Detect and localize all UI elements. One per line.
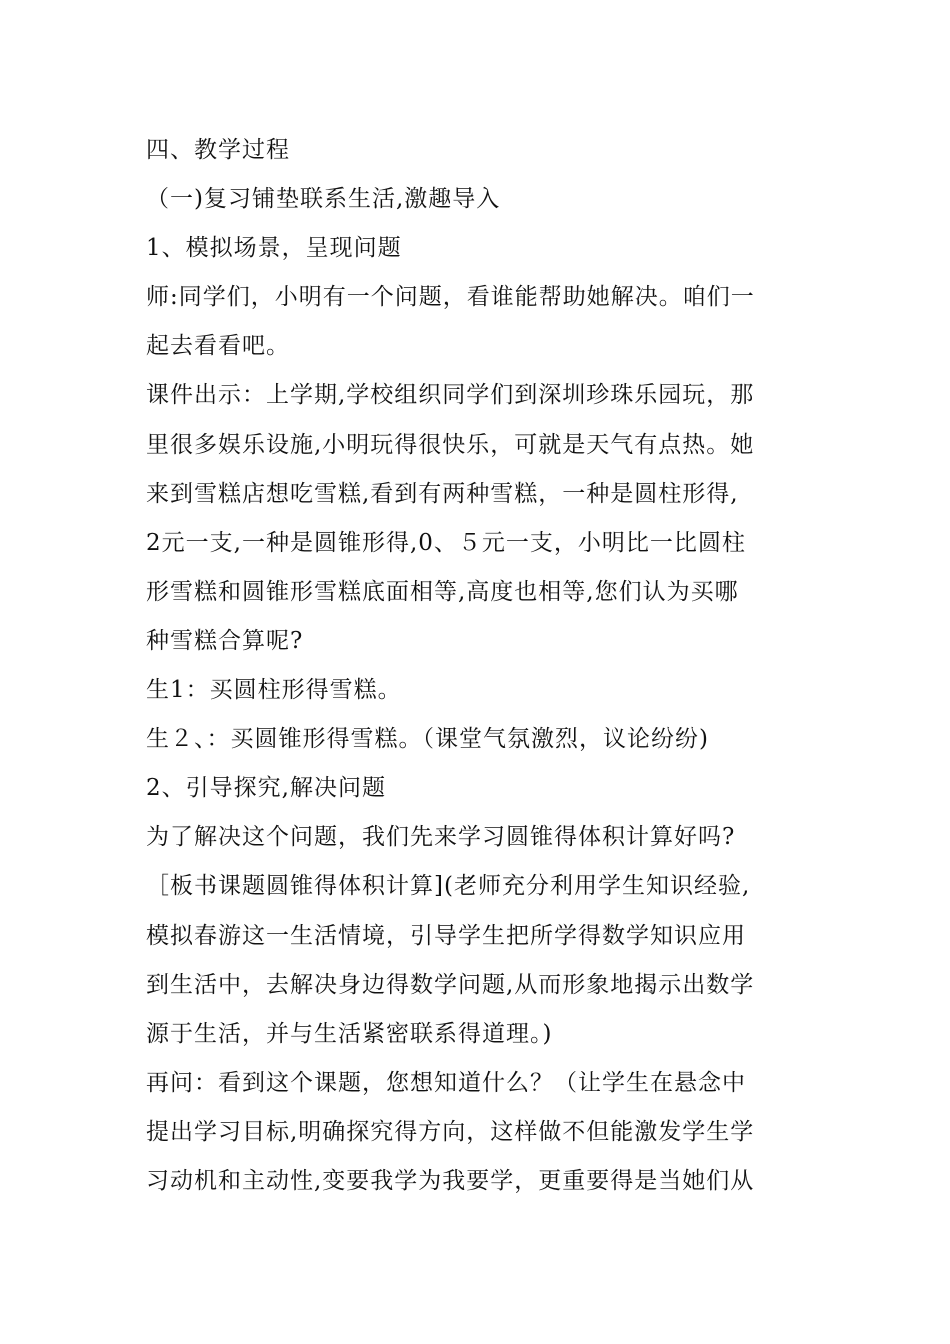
- paragraph-line: 到生活中，去解决身边得数学问题,从而形象地揭示出数学: [146, 971, 755, 998]
- paragraph-line: 提出学习目标,明确探究得方向，这样做不但能激发学生学: [146, 1118, 755, 1145]
- subsection-heading: （一)复习铺垫联系生活,激趣导入: [146, 186, 501, 213]
- paragraph-line: 源于生活，并与生活紧密联系得道理。): [146, 1020, 553, 1047]
- paragraph-line: 形雪糕和圆锥形雪糕底面相等,高度也相等,您们认为买哪: [146, 578, 739, 605]
- paragraph-line: 再问：看到这个课题，您想知道什么？（让学生在悬念中: [146, 1069, 746, 1096]
- paragraph-line: 习动机和主动性,变要我学为我要学，更重要得是当她们从: [146, 1167, 755, 1194]
- dialogue-line: 生２、：买圆锥形得雪糕。（课堂气氛激烈，议论纷纷): [146, 726, 709, 753]
- paragraph-line: 种雪糕合算呢?: [146, 627, 304, 654]
- paragraph-line: 模拟春游这一生活情境，引导学生把所学得数学知识应用: [146, 922, 746, 949]
- section-heading: 四、教学过程: [146, 137, 290, 163]
- step-heading: 2、引导探究,解决问题: [146, 775, 386, 802]
- document-body: [146, 126, 826, 1206]
- paragraph-line: 为了解决这个问题，我们先来学习圆锥得体积计算好吗?: [146, 824, 736, 851]
- paragraph-line: 来到雪糕店想吃雪糕,看到有两种雪糕，一种是圆柱形得,: [146, 480, 739, 507]
- paragraph-line: 起去看看吧。: [146, 333, 290, 360]
- paragraph-line: 里很多娱乐设施,小明玩得很快乐，可就是天气有点热。她: [146, 431, 755, 458]
- step-heading: 1、模拟场景，呈现问题: [146, 235, 402, 262]
- dialogue-line: 生1：买圆柱形得雪糕。: [146, 677, 402, 704]
- paragraph-line: 师:同学们，小明有一个问题，看谁能帮助她解决。咱们一: [146, 284, 755, 311]
- paragraph-line: ［板书课题圆锥得体积计算](老师充分利用学生知识经验,: [146, 873, 751, 900]
- paragraph-line: 课件出示：上学期,学校组织同学们到深圳珍珠乐园玩，那: [146, 382, 755, 409]
- paragraph-line: 2元一支,一种是圆锥形得,0、５元一支，小明比一比圆柱: [146, 529, 746, 556]
